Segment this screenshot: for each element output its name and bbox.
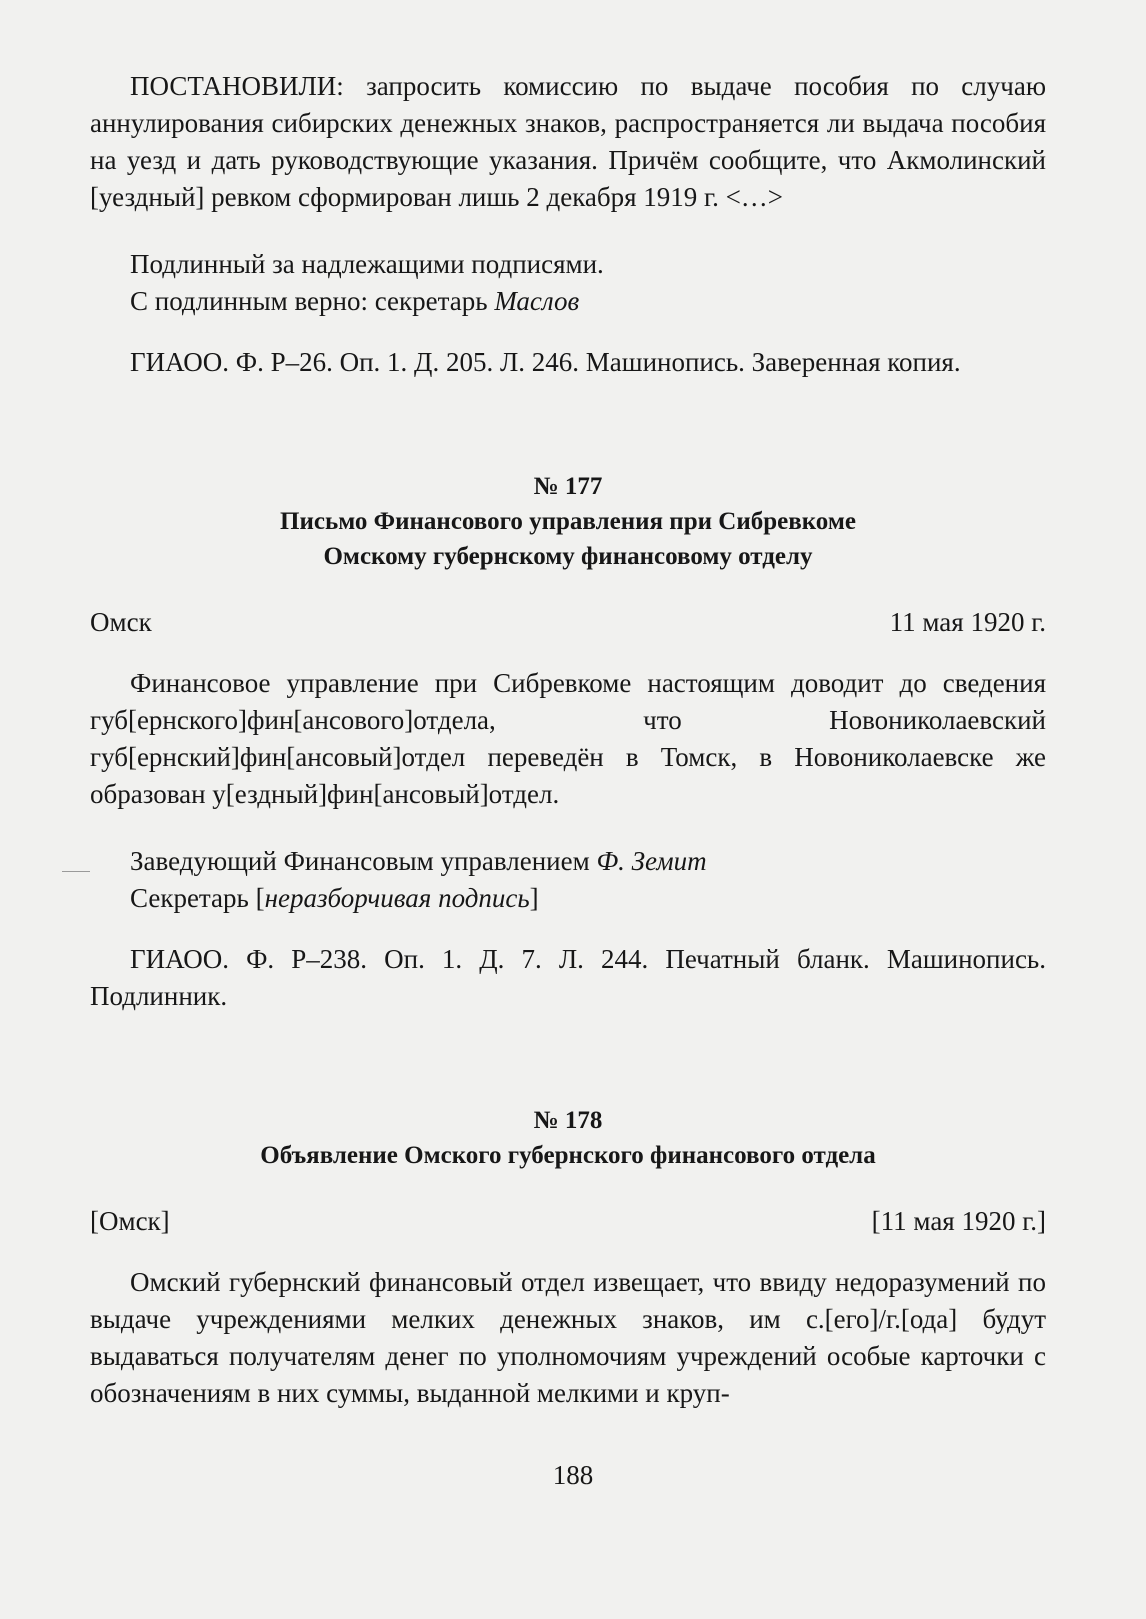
document-title-178: Объявление Омского губернского финансового отдела	[260, 1142, 876, 1169]
archive-reference-176: ГИАОО. Ф. Р–26. Оп. 1. Д. 205. Л. 246. Машинопись. Заверенная копия.	[130, 347, 961, 377]
body-178: Омский губернский финансовый отдел извещает, что ввиду недоразумений по выдаче учреждениями мелких денежных знаков, им с.[его]/г.[ода] будут выдаваться получателям денег по уполномочиям учреждений особые карточки с обозначениям в них суммы, выданной мелкими и круп-	[90, 1267, 1046, 1408]
signature-director-name: Ф. Земит	[596, 846, 707, 876]
document-title-177-line1: Письмо Финансового управления при Сибревкоме	[280, 508, 856, 535]
signature-director-prefix: Заведующий Финансовым управлением	[130, 846, 597, 876]
page-number: 188	[552, 1460, 594, 1490]
certified-prefix: С подлинным верно: секретарь	[130, 286, 495, 316]
certified-name: Маслов	[494, 286, 580, 316]
resolution-paragraph: ПОСТАНОВИЛИ: запросить комиссию по выдаче пособия по случаю аннулирования сибирских денежных знаков, распространяется ли выдача пособия на уезд и дать руководствующие указания. Причём сообщите, что Акмолинский [уездный] ревком сформирован лишь 2 декабря 1919 г. <…>	[90, 71, 1046, 212]
signature-director	[90, 843, 1046, 880]
signature-secretary-suffix: ]	[529, 883, 539, 913]
signature-secretary	[90, 880, 1046, 917]
signature-secretary-prefix: Секретарь [	[130, 883, 265, 913]
signature-secretary-name: неразборчивая подпись	[264, 883, 530, 913]
place-date-row-177	[90, 604, 1046, 641]
document-title-177-line2: Омскому губернскому финансовому отделу	[323, 543, 813, 570]
document-number-177: № 177	[533, 473, 603, 500]
place-178: [Омск]	[90, 1206, 170, 1236]
date-178: [11 мая 1920 г.]	[871, 1206, 1046, 1236]
place-date-row-178	[90, 1203, 1046, 1240]
document-number-178: № 178	[533, 1107, 603, 1134]
margin-dash-mark	[62, 871, 90, 872]
date-177: 11 мая 1920 г.	[889, 607, 1046, 637]
signed-note: Подлинный за надлежащими подписями.	[130, 249, 604, 279]
body-177: Финансовое управление при Сибревкоме настоящим доводит до сведения губ[ернского]фин[ансового]отдела, что Новониколаевский губ[ернский]фин[ансовый]отдел переведён в Томск, в Новониколаевске же образован у[ездный]фин[ансовый]отдел.	[90, 668, 1046, 809]
place-177: Омск	[90, 607, 152, 637]
certified-line	[90, 283, 1046, 320]
archive-reference-177: ГИАОО. Ф. Р–238. Оп. 1. Д. 7. Л. 244. Печатный бланк. Машинопись. Подлинник.	[90, 944, 1046, 1011]
